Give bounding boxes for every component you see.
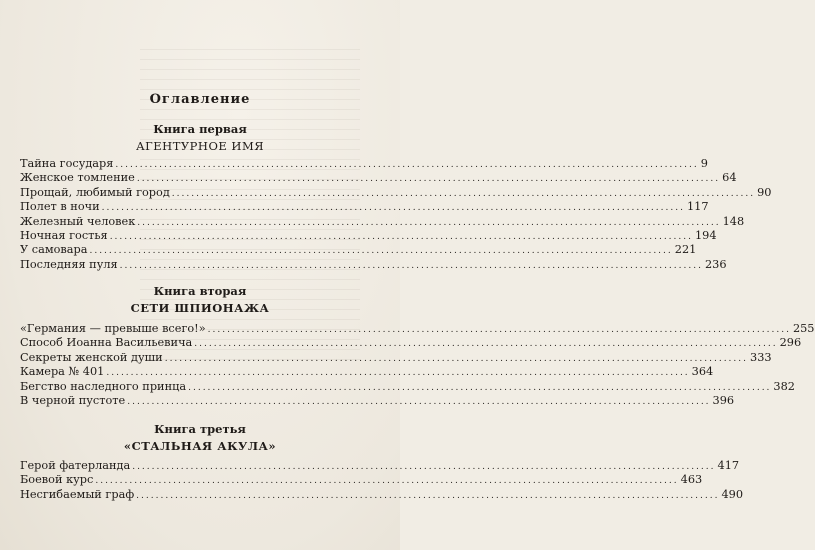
chapter-title: Железный человек: [20, 214, 136, 228]
page-number: 333: [750, 350, 772, 364]
toc-entry: [20, 393, 735, 408]
chapter-title: «Германия — превыше всего!»: [20, 322, 206, 335]
chapter-title: У самовара: [20, 243, 88, 257]
toc-entry: [20, 365, 714, 379]
chapter-title: Прощай, любимый город: [20, 185, 170, 199]
dot-leader: ........................................................................................................................: [127, 396, 711, 407]
toc-entry: [20, 487, 744, 502]
book-3-chapter-list: [20, 459, 744, 502]
chapter-title: Способ Иоанна Васильевича: [20, 336, 193, 350]
page-number: 194: [695, 228, 717, 242]
dot-leader: ........................................................................................................................: [207, 325, 791, 335]
chapter-title: Герой фатерланда: [20, 459, 131, 472]
chapter-title: Камера № 401: [20, 365, 105, 379]
page-number: 148: [722, 214, 745, 228]
page-number: 236: [704, 257, 727, 271]
toc-entry: [20, 322, 815, 336]
book-title: «СТАЛЬНАЯ АКУЛА»: [123, 439, 277, 453]
book-title: СЕТИ ШПИОНАЖА: [130, 301, 270, 315]
toc-entry: [20, 228, 717, 243]
toc-entry: [20, 214, 745, 229]
page-number: 490: [721, 487, 744, 501]
dot-leader: ........................................................................................................................: [164, 353, 749, 364]
toc-entry: [20, 157, 708, 171]
page-number: 117: [686, 200, 709, 214]
dot-leader: ........................................................................................................................: [171, 188, 756, 199]
page-number: 9: [700, 157, 708, 170]
book-2-chapter-list: [20, 322, 815, 408]
toc-entry: [20, 171, 737, 185]
toc-entry: [20, 379, 795, 394]
page-title: Оглавление: [149, 92, 251, 107]
book-title: АГЕНТУРНОЕ ИМЯ: [135, 139, 265, 153]
page-number: 90: [757, 185, 772, 199]
page-number: 364: [691, 365, 714, 379]
toc-entry: [20, 473, 703, 487]
page-number: 463: [680, 473, 703, 487]
book-1-header: [0, 122, 400, 153]
page-number: 221: [674, 243, 697, 257]
page-number: 396: [712, 393, 735, 407]
page-number: 255: [792, 322, 815, 335]
chapter-title: Секреты женской души: [20, 350, 163, 364]
toc-entry: [20, 350, 772, 365]
book-label: Книга третья: [154, 422, 246, 436]
toc-entry: [20, 243, 697, 257]
page-number: 64: [722, 171, 737, 185]
toc-entry: [20, 336, 802, 350]
toc-entry: [20, 459, 740, 473]
toc-entry: [20, 185, 772, 200]
book-3-header: [0, 422, 400, 453]
page-number: 417: [717, 459, 740, 472]
chapter-title: Женское томление: [20, 171, 135, 185]
book-2-header: [0, 284, 400, 315]
chapter-title: Полет в ночи: [20, 200, 100, 214]
toc-entry: [20, 200, 709, 214]
book-label: Книга первая: [153, 122, 247, 136]
dot-leader: ........................................................................................................................: [188, 382, 772, 393]
dot-leader: ........................................................................................................................: [101, 203, 685, 214]
dot-leader: ........................................................................................................................: [95, 476, 679, 487]
page-number: 382: [773, 379, 795, 393]
chapter-title: Боевой курс: [20, 473, 94, 487]
dot-leader: ........................................................................................................................: [136, 490, 720, 501]
dot-leader: ........................................................................................................................: [136, 174, 721, 185]
dot-leader: ........................................................................................................................: [106, 368, 690, 379]
book-label: Книга вторая: [153, 284, 247, 298]
chapter-title: Ночная гостья: [20, 228, 108, 242]
dot-leader: ........................................................................................................................: [115, 160, 699, 170]
page-number: 296: [779, 336, 802, 350]
chapter-title: В черной пустоте: [20, 393, 126, 407]
dot-leader: ........................................................................................................................: [119, 260, 703, 271]
dot-leader: ........................................................................................................................: [89, 246, 673, 257]
chapter-title: Бегство наследного принца: [20, 379, 187, 393]
dot-leader: ........................................................................................................................: [109, 231, 693, 242]
toc-entry: [20, 257, 727, 272]
chapter-title: Несгибаемый граф: [20, 487, 135, 501]
dot-leader: ........................................................................................................................: [132, 462, 716, 472]
chapter-title: Тайна государя: [20, 157, 114, 170]
book-1-chapter-list: [20, 157, 772, 272]
dot-leader: ........................................................................................................................: [137, 217, 721, 228]
dot-leader: ........................................................................................................................: [194, 339, 778, 350]
chapter-title: Последняя пуля: [20, 257, 118, 271]
